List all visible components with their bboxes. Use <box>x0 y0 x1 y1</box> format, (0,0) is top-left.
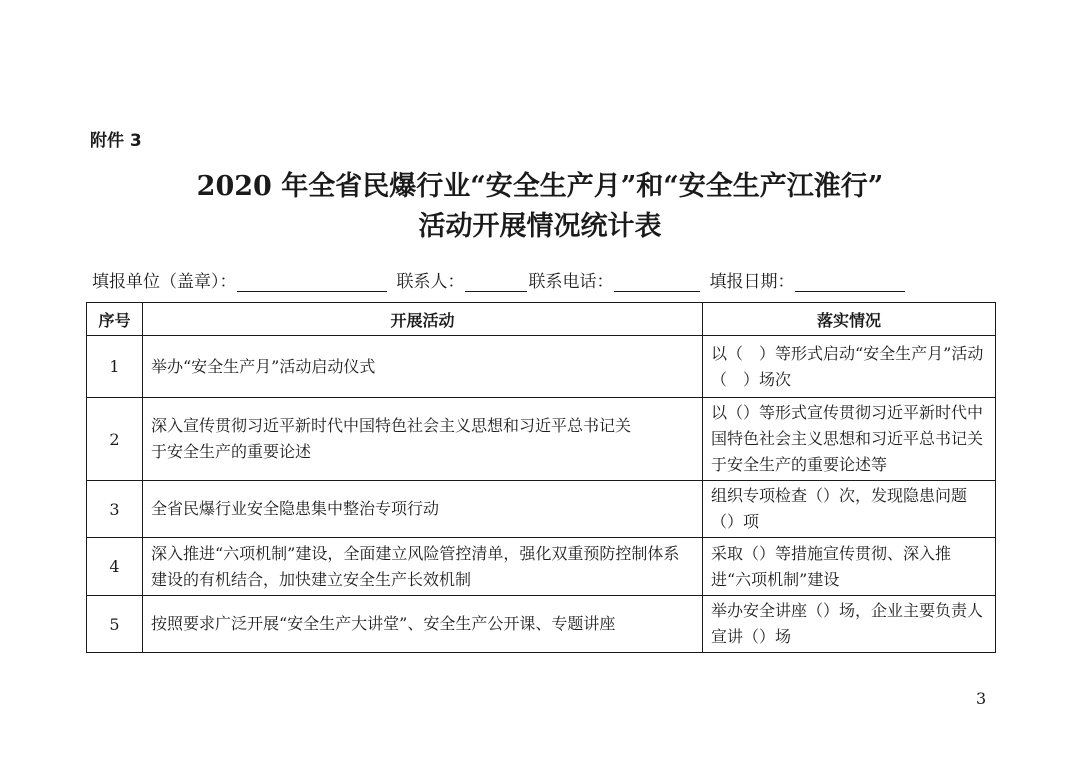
table-row <box>87 398 996 481</box>
table-row <box>87 538 996 596</box>
date-label: 填报日期： <box>709 272 795 292</box>
row-number: 1 <box>87 336 143 398</box>
table-row <box>87 336 996 398</box>
row-implementation: 组织专项检查（）次，发现隐患问题（）项 <box>703 481 996 538</box>
contact-blank <box>465 271 527 292</box>
row-number: 2 <box>87 398 143 481</box>
row-activity: 全省民爆行业安全隐患集中整治专项行动 <box>143 481 703 538</box>
row-implementation: 采取（）等措施宣传贯彻、深入推进“六项机制”建设 <box>703 538 996 596</box>
row-activity: 深入推进“六项机制”建设，全面建立风险管控清单，强化双重预防控制体系建设的有机结合，加快建立安全生产长效机制 <box>143 538 703 596</box>
date-blank <box>795 271 905 292</box>
document-title-line1: 2020 年全省民爆行业“安全生产月”和“安全生产江淮行” <box>196 171 884 202</box>
row-number: 3 <box>87 481 143 538</box>
row-implementation: 以（）等形式宣传贯彻习近平新时代中国特色社会主义思想和习近平总书记关于安全生产的重要论述等 <box>703 398 996 481</box>
form-fields <box>92 264 972 292</box>
row-implementation: 举办安全讲座（）场，企业主要负责人宣讲（）场 <box>703 596 996 653</box>
table-row <box>87 596 996 653</box>
row-activity: 举办“安全生产月”活动启动仪式 <box>143 336 703 398</box>
contact-label: 联系人： <box>396 272 465 292</box>
unit-label: 填报单位（盖章）： <box>92 272 237 292</box>
attachment-label: 附件 3 <box>90 131 142 151</box>
page-number: 3 <box>976 689 987 708</box>
unit-blank <box>237 271 387 292</box>
column-header-activity: 开展活动 <box>143 303 703 336</box>
phone-label: 联系电话： <box>528 272 614 292</box>
row-number: 5 <box>87 596 143 653</box>
table-header-row <box>87 303 996 336</box>
column-header-no: 序号 <box>87 303 143 336</box>
row-activity: 按照要求广泛开展“安全生产大讲堂”、安全生产公开课、专题讲座 <box>143 596 703 653</box>
row-number: 4 <box>87 538 143 596</box>
document-title-line2: 活动开展情况统计表 <box>418 211 662 242</box>
row-implementation: 以（ ）等形式启动“安全生产月”活动（ ）场次 <box>703 336 996 398</box>
phone-blank <box>614 271 700 292</box>
table-row <box>87 481 996 538</box>
row-activity: 深入宣传贯彻习近平新时代中国特色社会主义思想和习近平总书记关于安全生产的重要论述 <box>143 398 703 481</box>
column-header-implementation: 落实情况 <box>703 303 996 336</box>
statistics-table <box>86 302 996 653</box>
